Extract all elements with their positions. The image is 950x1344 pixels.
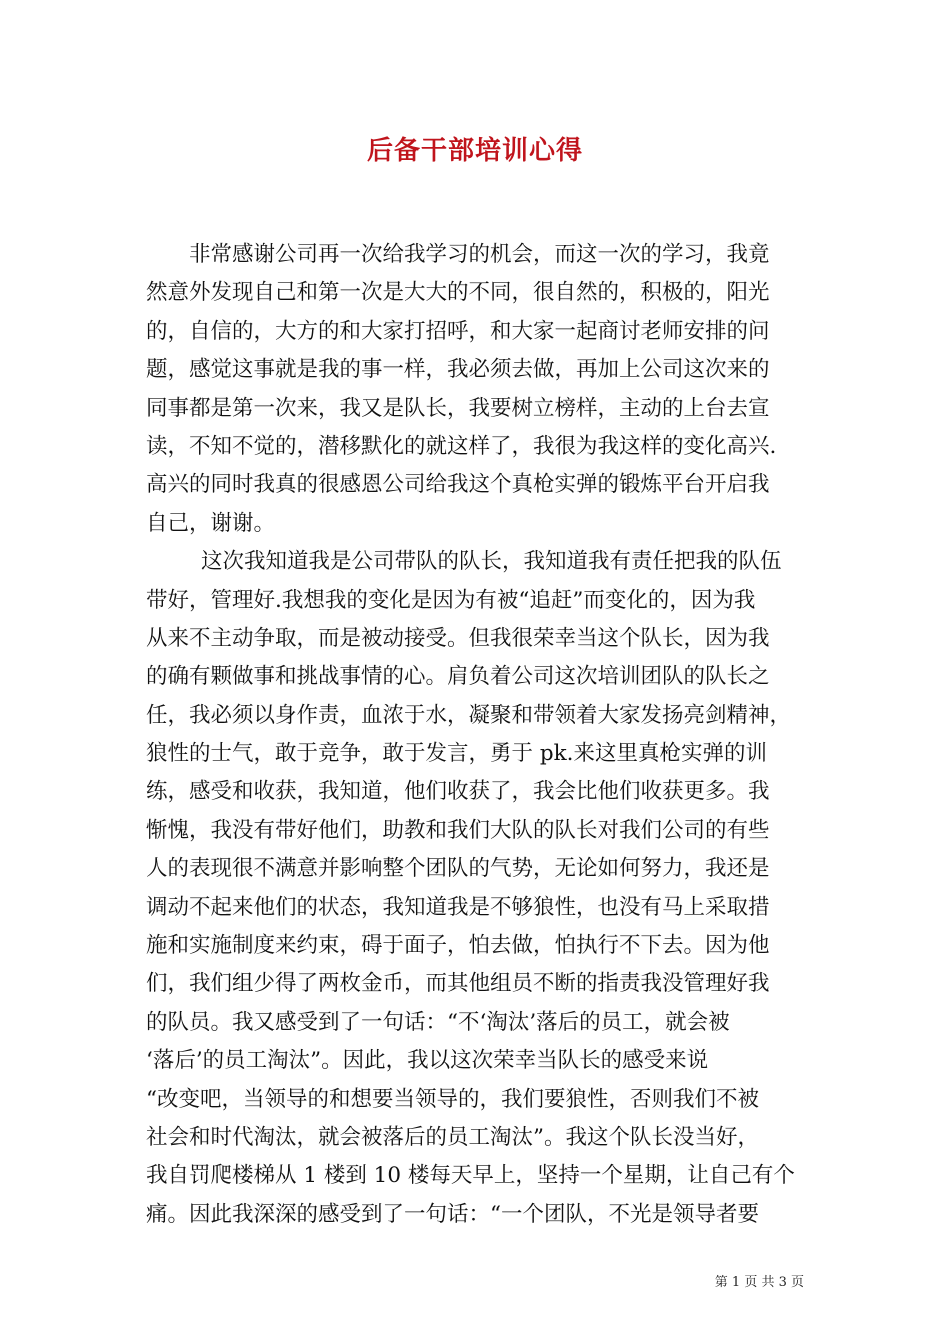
- paragraph-2-line-6: 狼性的士气，敢于竞争，敢于发言，勇于 pk.来这里真枪实弹的训: [146, 741, 767, 767]
- paragraph-2-line-8: 惭愧，我没有带好他们，助教和我们大队的队长对我们公司的有些: [146, 817, 770, 843]
- paragraph-2-line-18: 痛。因此我深深的感受到了一句话：“一个团队，不光是领导者要: [146, 1201, 759, 1227]
- paragraph-2-line-16: 社会和时代淘汰，就会被落后的员工淘汰”。我这个队长没当好，: [146, 1124, 759, 1150]
- paragraph-1-line-5: 同事都是第一次来，我又是队长，我要树立榜样，主动的上台去宣: [146, 395, 770, 421]
- paragraph-1-line-8: 自己，谢谢。: [146, 510, 276, 536]
- paragraph-2-line-2: 带好，管理好.我想我的变化是因为有被“追赶”而变化的，因为我: [146, 587, 756, 613]
- document-body: [146, 236, 806, 1234]
- paragraph-1-line-1: 非常感谢公司再一次给我学习的机会，而这一次的学习，我竟: [189, 242, 770, 267]
- paragraph-2-line-3: 从来不主动争取，而是被动接受。但我很荣幸当这个队长，因为我: [146, 625, 770, 651]
- paragraph-2-line-15: “改变吧，当领导的和想要当领导的，我们要狼性，否则我们不被: [146, 1086, 759, 1112]
- document-title: 后备干部培训心得: [366, 136, 583, 166]
- paragraph-2-line-4: 的确有颗做事和挑战事情的心。肩负着公司这次培训团队的队长之: [146, 664, 770, 690]
- page-number-footer: 第 1 页 共 3 页: [714, 1275, 804, 1290]
- paragraph-1-line-6: 读，不知不觉的，潜移默化的就这样了，我很为我这样的变化高兴.: [146, 433, 777, 459]
- paragraph-1-line-4: 题，感觉这事就是我的事一样，我必须去做，再加上公司这次来的: [146, 357, 770, 383]
- paragraph-2-line-12: 们，我们组少得了两枚金币，而其他组员不断的指责我没管理好我: [146, 971, 770, 997]
- paragraph-2-line-9: 人的表现很不满意并影响整个团队的气势，无论如何努力，我还是: [146, 856, 770, 882]
- paragraph-2-line-13: 的队员。我又感受到了一句话：“不‘淘汰’落后的员工，就会被: [146, 1009, 730, 1035]
- paragraph-1-line-2: 然意外发现自己和第一次是大大的不同，很自然的，积极的，阳光: [146, 280, 770, 306]
- paragraph-2-line-11: 施和实施制度来约束，碍于面子，怕去做，怕执行不下去。因为他: [146, 933, 770, 959]
- paragraph-2-line-10: 调动不起来他们的状态，我知道我是不够狼性，也没有马上采取措: [146, 894, 770, 920]
- paragraph-2-line-7: 练，感受和收获，我知道，他们收获了，我会比他们收获更多。我: [146, 779, 770, 805]
- paragraph-1-line-3: 的，自信的，大方的和大家打招呼，和大家一起商讨老师安排的问: [146, 318, 770, 344]
- paragraph-2-line-14: ‘落后’的员工淘汰”。因此，我以这次荣幸当队长的感受来说: [146, 1048, 709, 1074]
- paragraph-2-line-17: 我自罚爬楼梯从 1 楼到 10 楼每天早上，坚持一个星期，让自己有个: [146, 1163, 795, 1189]
- paragraph-2-line-5: 任，我必须以身作责，血浓于水，凝聚和带领着大家发扬亮剑精神，: [146, 702, 792, 728]
- paragraph-1-line-7: 高兴的同时我真的很感恩公司给我这个真枪实弹的锻炼平台开启我: [146, 472, 770, 498]
- paragraph-2-line-1: 这次我知道我是公司带队的队长，我知道我有责任把我的队伍: [201, 549, 782, 575]
